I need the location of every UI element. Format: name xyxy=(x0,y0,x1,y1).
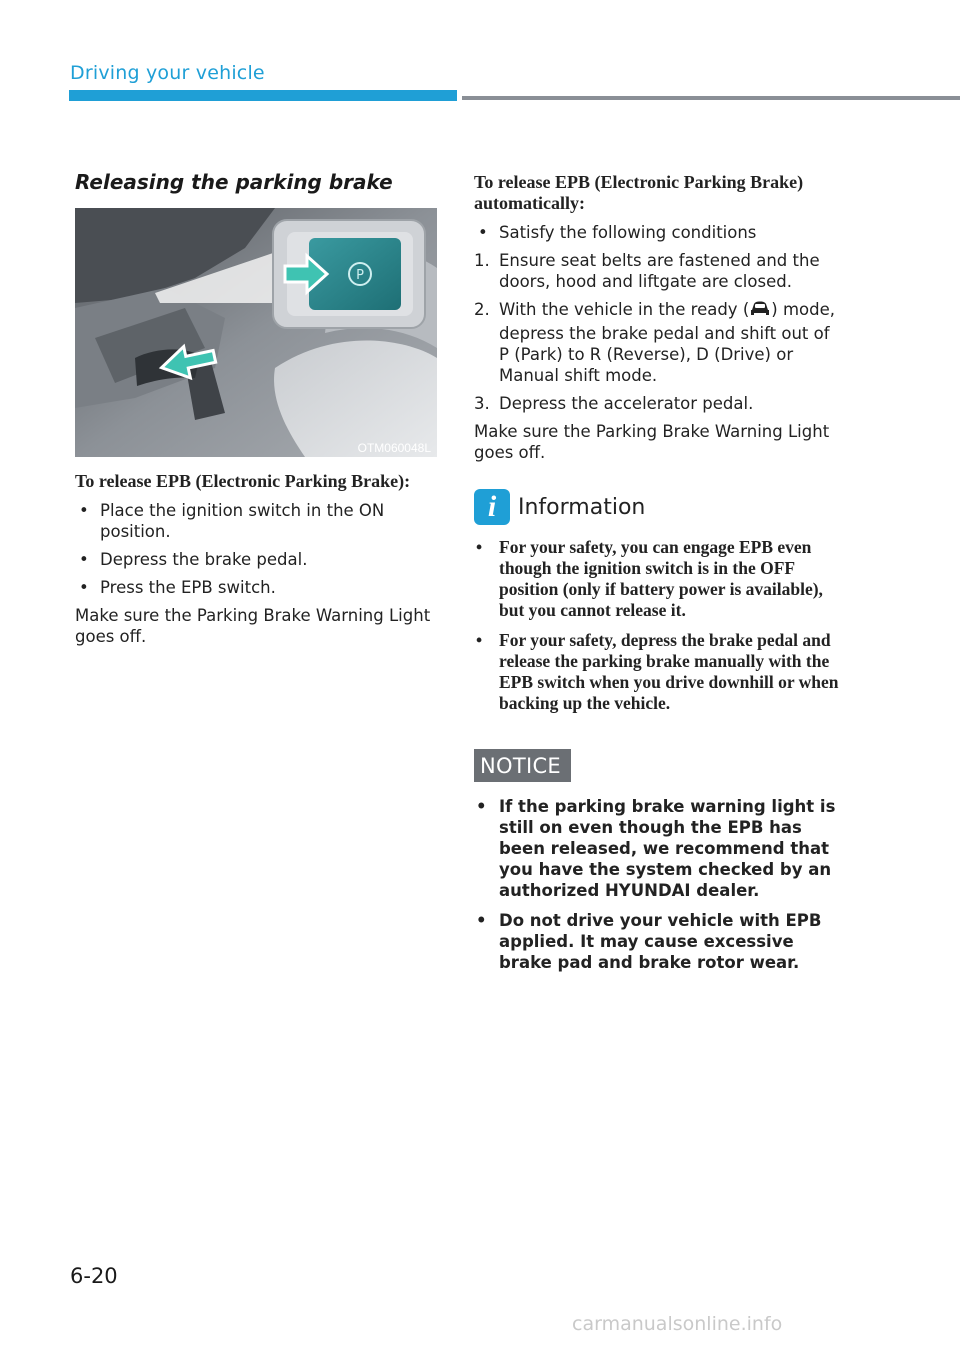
epb-illustration xyxy=(75,208,437,457)
list-item: • Place the ignition switch in the ON position. xyxy=(79,501,385,541)
information-list xyxy=(474,537,840,714)
section-heading: Releasing the parking brake xyxy=(75,170,393,194)
notice-list xyxy=(474,796,840,973)
list-item: • Satisfy the following conditions xyxy=(478,223,757,242)
list-item: • If the parking brake warning light is still on even though the EPB has been released, we recommend that you have the system checked by an authorized HYUNDAI dealer. xyxy=(476,797,836,900)
list-item: • Press the EPB switch. xyxy=(79,578,276,597)
bullet-dot-icon: • xyxy=(476,537,483,557)
switch-symbol: P xyxy=(356,268,364,283)
step-item: 2. With the vehicle in the ready ( ) mode, depress the brake pedal and shift out of P (Park) to R (Reverse), D (Drive) or Manual shift mode. xyxy=(474,300,835,385)
left-column xyxy=(75,170,437,647)
epb-figure xyxy=(75,208,437,457)
bullet-dot-icon: • xyxy=(79,501,89,520)
right-closing-text: Make sure the Parking Brake Warning Light goes off. xyxy=(474,422,830,462)
step-item: 3. Depress the accelerator pedal. xyxy=(474,394,754,413)
right-column xyxy=(474,172,840,982)
information-icon: i xyxy=(474,489,510,525)
left-subheading: To release EPB (Electronic Parking Brake): xyxy=(75,471,411,491)
bullet-dot-icon: • xyxy=(478,223,488,242)
step-item: 1. Ensure seat belts are fastened and the doors, hood and liftgate are closed. xyxy=(474,251,820,291)
left-closing-text: Make sure the Parking Brake Warning Light goes off. xyxy=(75,606,431,646)
bullet-dot-icon: • xyxy=(476,911,487,930)
header-rule-blue xyxy=(69,90,457,101)
list-item: • Do not drive your vehicle with EPB applied. It may cause excessive brake pad and brake rotor wear. xyxy=(476,911,822,972)
ready-car-icon xyxy=(749,300,771,323)
bullet-dot-icon: • xyxy=(476,630,483,650)
watermark: carmanualsonline.info xyxy=(572,1313,783,1335)
bullet-dot-icon: • xyxy=(79,550,89,569)
page-number: 6-20 xyxy=(70,1264,118,1288)
figure-code: OTM060048L xyxy=(357,441,431,455)
list-item: • For your safety, you can engage EPB even though the ignition switch is in the OFF position (only if battery power is available), but you cannot release it. xyxy=(476,537,823,620)
left-bullet-list xyxy=(75,500,437,598)
bullet-dot-icon: • xyxy=(476,797,487,816)
information-title: Information xyxy=(518,494,646,520)
bullet-dot-icon: • xyxy=(79,578,89,597)
right-subheading: To release EPB (Electronic Parking Brake) automatically: xyxy=(474,172,804,213)
header-rule-grey xyxy=(462,96,960,100)
right-bullet-list xyxy=(474,222,840,243)
information-header xyxy=(474,489,840,525)
notice-badge: NOTICE xyxy=(474,749,571,782)
page-header-title: Driving your vehicle xyxy=(70,62,265,84)
list-item: • For your safety, depress the brake pedal and release the parking brake manually with the EPB switch when you drive downhill or when backing up the vehicle. xyxy=(476,630,839,713)
right-steps-list xyxy=(474,250,840,414)
list-item: • Depress the brake pedal. xyxy=(79,550,308,569)
